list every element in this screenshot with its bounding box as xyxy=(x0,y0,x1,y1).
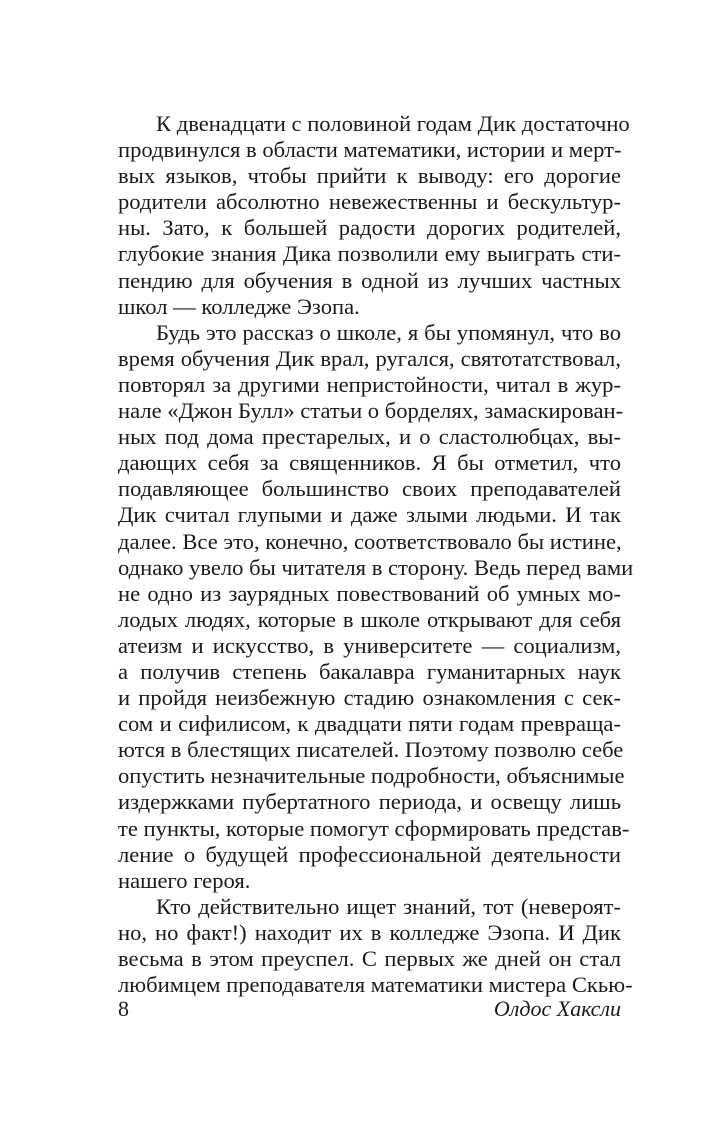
text-line: нашего героя. xyxy=(118,867,251,893)
text-line: дающих себя за священников. Я бы отметил, что xyxy=(118,450,621,476)
text-line: Дик считал глупыми и даже злыми людьми. И так xyxy=(118,502,621,528)
text-line: повторял за другими непристойности, читал в жур- xyxy=(118,371,621,397)
text-line: опустить незначительные подробности, объяснимые xyxy=(118,763,625,789)
text-line: издержками пубертатного периода, и освещу лишь xyxy=(118,789,621,815)
text-line: время обучения Дик врал, ругался, святотатствовал, xyxy=(118,345,621,371)
text-line: родители абсолютно невежественны и бескультур- xyxy=(118,189,621,215)
paragraph-2 xyxy=(118,319,634,894)
text-line: ление о будущей профессиональной деятельности xyxy=(118,841,621,867)
text-line: атеизм и искусство, в университете — социализм, xyxy=(118,632,621,658)
text-line: продвинулся в области математики, истории и мерт- xyxy=(118,137,622,163)
text-line: весьма в этом преуспел. С первых же дней он стал xyxy=(118,946,621,971)
text-line: любимцем преподавателя математики мистера Скью- xyxy=(118,972,633,998)
text-line: вых языков, чтобы прийти к выводу: его дорогие xyxy=(118,163,621,189)
text-line: пендию для обучения в одной из лучших частных xyxy=(118,267,621,293)
page-number: 8 xyxy=(118,996,129,1021)
paragraph-3 xyxy=(118,893,633,998)
text-line: далее. Все это, конечно, соответствовало бы истине, xyxy=(118,528,622,554)
text-line: школ — колледже Эзопа. xyxy=(118,293,360,319)
text-line: ны. Зато, к большей радости дорогих родителей, xyxy=(118,215,621,241)
paragraph-1 xyxy=(118,111,630,320)
text-line: ных под дома престарелых, и о сластолюбцах, вы- xyxy=(118,424,621,450)
text-line: те пункты, которые помогут сформировать представ- xyxy=(118,815,630,841)
text-line: ются в блестящих писателей. Поэтому позволю себе xyxy=(118,737,624,763)
text-line: лодых людях, которые в школе открывают для себя xyxy=(118,606,621,632)
text-line: но, но факт!) находит их в колледже Эзопа. И Дик xyxy=(118,919,621,945)
text-line: не одно из заурядных повествований об умных мо- xyxy=(118,580,621,606)
text-line: глубокие знания Дика позволили ему выиграть сти- xyxy=(118,241,621,267)
text-line: и пройдя неизбежную стадию ознакомления с сек- xyxy=(118,685,621,711)
body-text xyxy=(118,111,634,998)
text-line: К двенадцати с половиной годам Дик достаточно xyxy=(156,111,630,136)
text-line: а получив степень бакалавра гуманитарных наук xyxy=(118,658,621,684)
text-line: Кто действительно ищет знаний, тот (невероят- xyxy=(156,893,621,919)
text-line: Будь это рассказ о школе, я бы упомянул, что во xyxy=(156,319,621,345)
text-line: нале «Джон Булл» статьи о борделях, замаскирован- xyxy=(118,398,624,424)
running-footer-author: Олдос Хаксли xyxy=(493,996,621,1021)
text-line: сом и сифилисом, к двадцати пяти годам превраща- xyxy=(118,711,621,737)
text-line: подавляющее большинство своих преподавателей xyxy=(118,476,621,502)
page-footer xyxy=(118,994,621,1024)
text-line: однако увело бы читателя в сторону. Ведь перед вами xyxy=(118,554,634,580)
